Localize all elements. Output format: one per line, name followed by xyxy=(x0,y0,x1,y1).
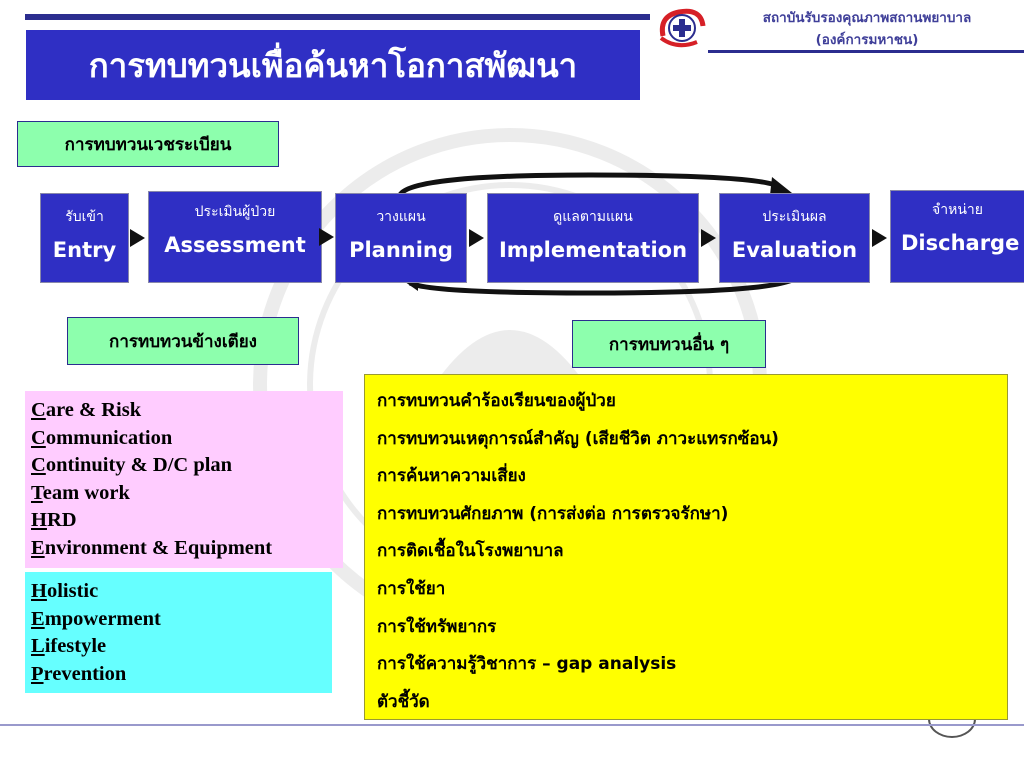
list-item: Prevention xyxy=(31,662,127,685)
step-evaluation-th: ประเมินผล xyxy=(762,209,827,225)
step-implementation xyxy=(487,193,699,283)
list-item: การใช้ทรัพยากร xyxy=(377,616,497,637)
org-name-line2: (องค์การมหาชน) xyxy=(815,32,919,48)
label-record-review: การทบทวนเวชระเบียน xyxy=(17,121,279,167)
list-item: HRD xyxy=(31,509,77,531)
list-item: การใช้ความรู้วิชาการ – gap analysis xyxy=(377,654,677,675)
step-implementation-th: ดูแลตามแผน xyxy=(553,209,633,225)
org-logo-icon xyxy=(657,6,707,50)
list-item: การใช้ยา xyxy=(377,578,446,599)
bottom-rule xyxy=(0,724,1024,726)
step-discharge xyxy=(890,190,1024,283)
list-item: ตัวชี้วัด xyxy=(377,691,430,712)
step-discharge-th: จำหน่าย xyxy=(932,202,983,218)
list-item: Team work xyxy=(31,481,130,504)
list-item: การทบทวนคำร้องเรียนของผู้ป่วย xyxy=(377,391,616,411)
flow-arrow xyxy=(130,229,145,247)
step-assessment-en: Assessment xyxy=(164,233,306,257)
list-item: Environment & Equipment xyxy=(31,536,273,559)
list-item: Care & Risk xyxy=(31,399,142,421)
page-title: การทบทวนเพื่อค้นหาโอกาสพัฒนา xyxy=(26,30,640,100)
step-implementation-en: Implementation xyxy=(498,238,688,262)
flow-arrow xyxy=(701,229,716,247)
step-entry xyxy=(40,193,129,283)
list-item: การทบทวนศักยภาพ (การส่งต่อ การตรวจรักษา) xyxy=(377,503,729,524)
list-item: การติดเชื้อในโรงพยาบาล xyxy=(377,541,564,562)
step-planning xyxy=(335,193,467,283)
flow-arrow xyxy=(319,228,334,246)
step-evaluation xyxy=(719,193,870,283)
list-item: Lifestyle xyxy=(31,635,107,657)
step-discharge-en: Discharge xyxy=(901,231,1020,255)
top-rule xyxy=(25,14,650,20)
step-evaluation-en: Evaluation xyxy=(731,238,858,262)
step-assessment-th: ประเมินผู้ป่วย xyxy=(194,204,276,220)
step-planning-en: Planning xyxy=(349,238,453,262)
care-list-box xyxy=(25,391,343,568)
label-bedside-review: การทบทวนข้างเตียง xyxy=(67,317,299,365)
list-item: การค้นหาความเสี่ยง xyxy=(377,466,526,487)
list-item: Empowerment xyxy=(31,607,161,630)
list-item: Continuity & D/C plan xyxy=(31,454,233,476)
org-name-line1: สถาบันรับรองคุณภาพสถานพยาบาล xyxy=(762,10,972,26)
step-assessment xyxy=(148,191,322,283)
list-item: Holistic xyxy=(31,580,99,602)
list-item: การทบทวนเหตุการณ์สำคัญ (เสียชีวิต ภาวะแทรกซ้อน) xyxy=(377,428,779,449)
org-rule xyxy=(708,50,1024,53)
step-entry-en: Entry xyxy=(52,238,117,262)
step-planning-th: วางแผน xyxy=(376,209,426,225)
help-list-box xyxy=(25,572,332,693)
flow-arrow xyxy=(872,229,887,247)
flow-arrow xyxy=(469,229,484,247)
label-other-reviews: การทบทวนอื่น ๆ xyxy=(572,320,766,368)
step-entry-th: รับเข้า xyxy=(65,209,104,225)
other-reviews-box xyxy=(364,374,1008,720)
list-item: Communication xyxy=(31,426,173,449)
